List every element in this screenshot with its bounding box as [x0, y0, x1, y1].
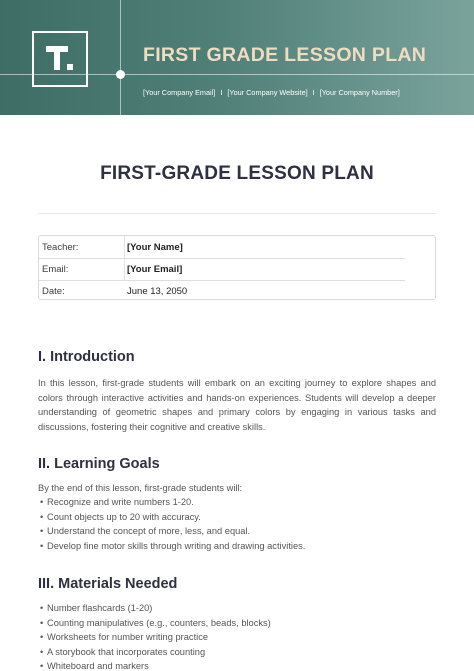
section-heading-materials: III. Materials Needed	[38, 576, 178, 592]
list-item: • Counting manipulatives (e.g., counters, beads, blocks)	[40, 617, 271, 628]
learning-goals-lead: By the end of this lesson, first-grade students will:	[38, 483, 243, 493]
company-email: [Your Company Email]	[143, 88, 216, 97]
info-table	[38, 235, 436, 300]
company-contact-line	[143, 88, 400, 97]
introduction-paragraph: In this lesson, first-grade students will embark on an exciting journey to explore shapes and colors through interactive activities and hands-on experiences. Students will develop a deeper understanding of geometric shapes and primary colors by engaging in various tasks and discussions, fostering their cognitive and creative skills.	[38, 378, 436, 432]
list-item: • Develop fine motor skills through writing and drawing activities.	[40, 540, 306, 551]
header-banner	[0, 0, 474, 115]
info-label: Date:	[42, 285, 65, 297]
info-value: [Your Email]	[127, 263, 183, 275]
decorative-dot	[116, 70, 125, 79]
info-row-teacher	[39, 236, 435, 258]
materials-list	[38, 601, 271, 671]
decorative-vertical-line	[120, 0, 121, 115]
company-number: [Your Company Number]	[319, 88, 400, 97]
info-row-email	[39, 258, 435, 280]
logo-t-icon	[43, 42, 77, 76]
info-label: Email:	[42, 263, 69, 275]
contact-separator: I	[220, 88, 223, 97]
list-item: • Whiteboard and markers	[40, 661, 149, 671]
info-label: Teacher:	[42, 241, 79, 253]
list-item: • Understand the concept of more, less, and equal.	[40, 526, 251, 537]
list-item: • Worksheets for number writing practice	[40, 632, 209, 643]
document-title: FIRST-GRADE LESSON PLAN	[100, 163, 374, 184]
info-row-date	[39, 280, 435, 302]
list-item: • A storybook that incorporates counting	[40, 646, 206, 657]
list-item: • Count objects up to 20 with accuracy.	[40, 511, 201, 522]
list-item: • Recognize and write numbers 1-20.	[40, 497, 194, 507]
info-value: [Your Name]	[127, 241, 183, 253]
section-heading-learning-goals: II. Learning Goals	[38, 456, 160, 472]
list-item: • Number flashcards (1-20)	[40, 603, 153, 613]
learning-goals-list	[38, 495, 305, 553]
info-value: June 13, 2050	[127, 285, 188, 297]
header-title: FIRST GRADE LESSON PLAN	[143, 44, 427, 66]
contact-separator: I	[312, 88, 315, 97]
section-heading-introduction: I. Introduction	[38, 349, 135, 365]
company-website: [Your Company Website]	[227, 88, 308, 97]
company-logo	[32, 31, 88, 87]
title-divider	[38, 213, 436, 214]
